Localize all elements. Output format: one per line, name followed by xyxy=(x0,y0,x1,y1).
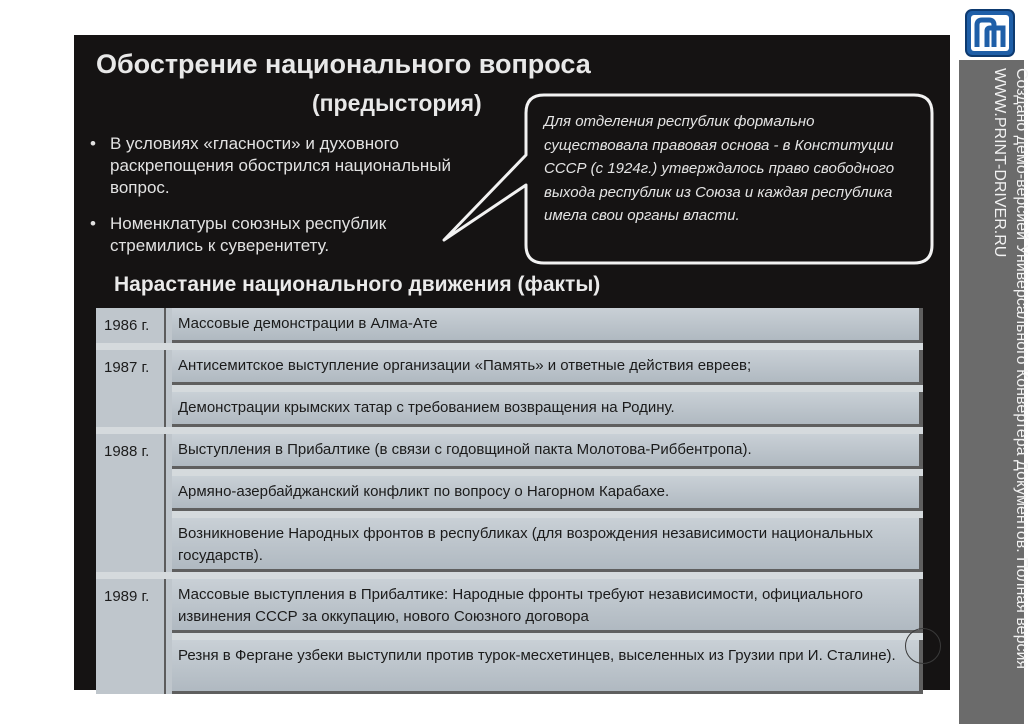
event-row: Демонстрации крымских татар с требованием возвращения на Родину. xyxy=(172,392,923,427)
year-group xyxy=(96,434,923,572)
facts-table xyxy=(96,308,923,694)
callout-text: Для отделения республик формально существовала правовая основа - в Конституции СССР (с 1924г.) утверждалось право свободного выхода республик из Союза и каждая республика имела свои органы власти. xyxy=(544,113,895,224)
watermark-text xyxy=(988,68,1032,669)
decorative-circle xyxy=(905,628,941,664)
event-row: Массовые выступления в Прибалтике: Народные фронты требуют независимости, официального извинения СССР за оккупацию, нового Союзного договора xyxy=(172,579,923,633)
year-cell: 1988 г. xyxy=(96,434,166,572)
event-row: Резня в Фергане узбеки выступили против турок-месхетинцев, выселенных из Грузии при И. Сталине). xyxy=(172,640,923,694)
year-group xyxy=(96,308,923,343)
event-row: Выступления в Прибалтике (в связи с годовщиной пакта Молотова-Риббентропа). xyxy=(172,434,923,469)
event-row: Армяно-азербайджанский конфликт по вопросу о Нагорном Карабахе. xyxy=(172,476,923,511)
event-row: Возникновение Народных фронтов в республиках (для возрождения независимости национальных государств). xyxy=(172,518,923,572)
printer-driver-logo-icon xyxy=(965,9,1015,57)
watermark-line-2: WWW.PRINT-DRIVER.RU xyxy=(991,68,1008,258)
year-group xyxy=(96,579,923,694)
year-cell: 1989 г. xyxy=(96,579,166,694)
bullet-icon: • xyxy=(90,134,96,153)
slide xyxy=(74,35,950,690)
year-cell: 1987 г. xyxy=(96,350,166,427)
year-cell: 1986 г. xyxy=(96,308,166,343)
slide-title: Обострение национального вопроса xyxy=(96,49,591,79)
slide-subtitle: (предыстория) xyxy=(312,90,482,116)
section-title: Нарастание национального движения (факты) xyxy=(114,273,601,296)
bullet-icon: • xyxy=(90,214,96,233)
event-row: Массовые демонстрации в Алма-Ате xyxy=(172,308,923,343)
year-group xyxy=(96,350,923,427)
bullet-text: В условиях «гласности» и духовного раскрепощения обострился национальный вопрос. xyxy=(110,134,451,197)
bullet-text: Номенклатуры союзных республик стремились к суверенитету. xyxy=(110,214,387,255)
event-row: Антисемитское выступление организации «Память» и ответные действия евреев; xyxy=(172,350,923,385)
watermark-line-1: Создано демо-версией Универсального Конвертера Документов. Полная версия xyxy=(1013,68,1030,670)
